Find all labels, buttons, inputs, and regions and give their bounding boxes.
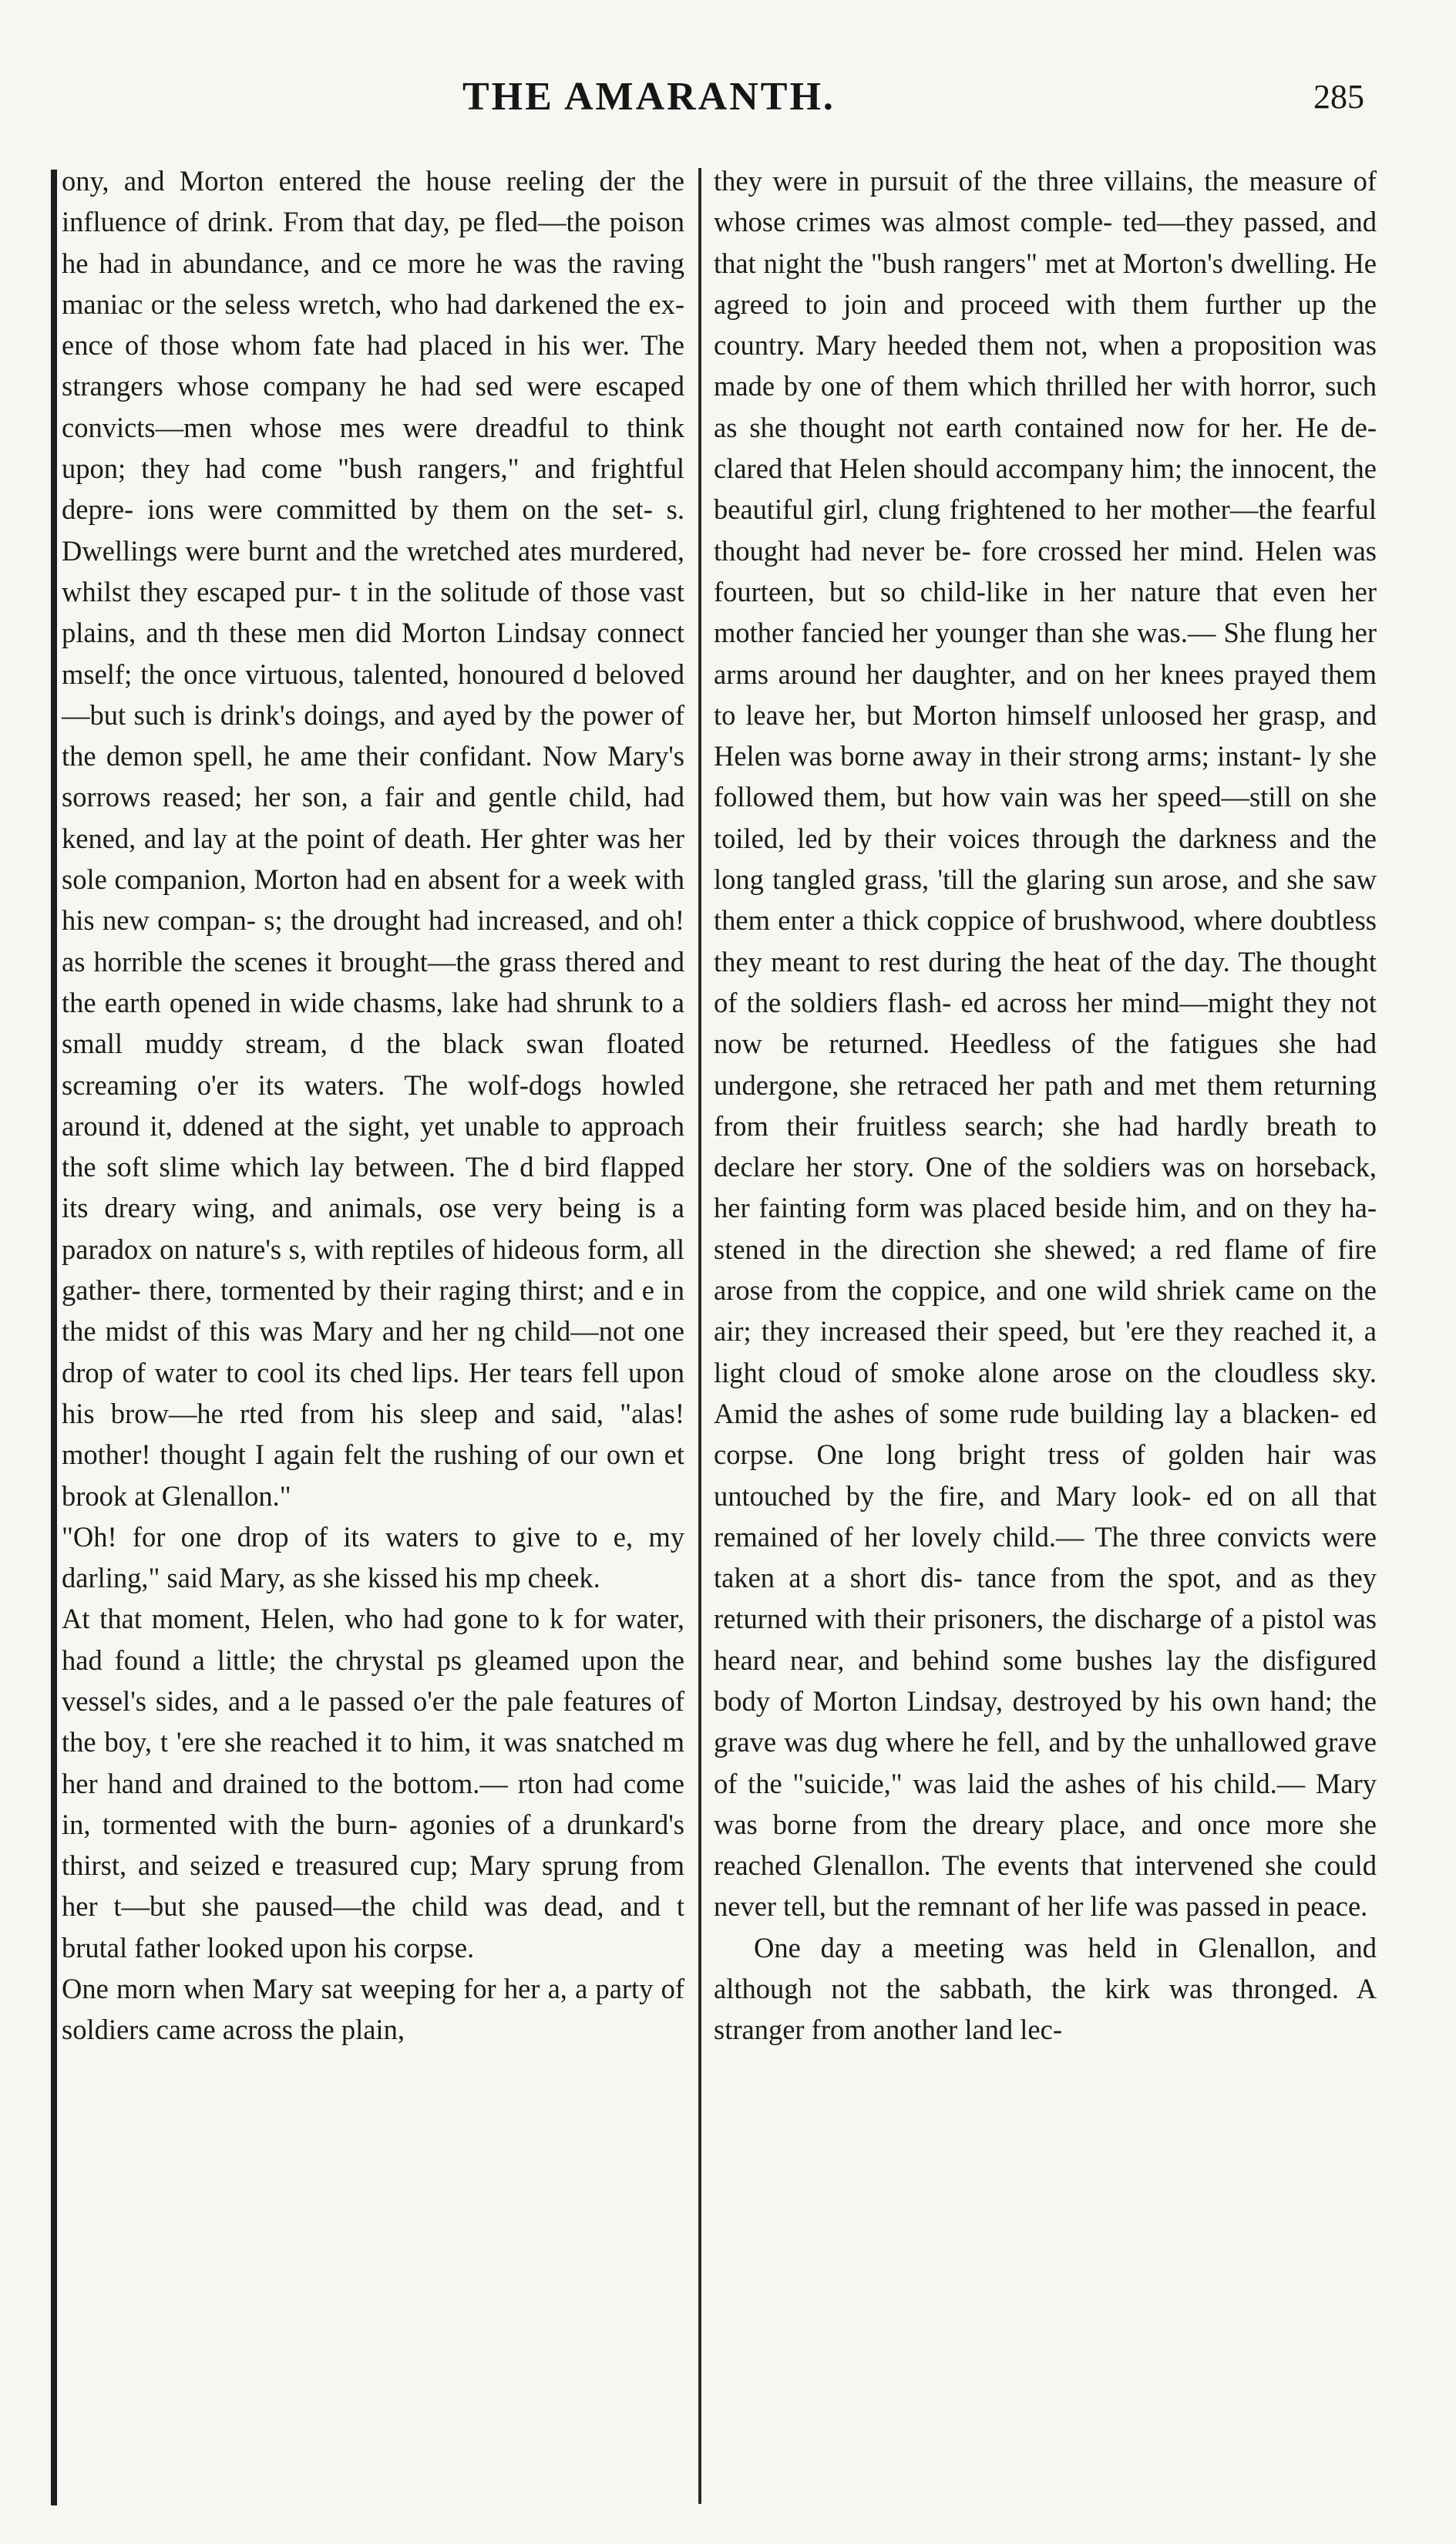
page-number: 285 [1313,78,1364,116]
paragraph: One day a meeting was held in Glenallon, and although not the sabbath, the kirk was thronged. A stranger from another land lec- [714,1931,1377,2046]
paragraph: they were in pursuit of the three villains, the measure of whose crimes was almost comple- ted—they passed, and that night the "bush rangers" met at Morton's dwelling. He agreed to join and proceed with them further up the country. Mary heeded them not, when a proposition was made by one of them which thrilled her with horror, such as she thought not earth contained now for her. He de- clared that Helen should accompany him; the innocent, the beautiful girl, clung frightened to her mother—the fearful thought had never be- fore crossed her mind. Helen was fourteen, but so child-like in her nature that even her mother fancied her younger than she was.— She flung her arms around her daughter, and on her knees prayed them to leave her, but Morton himself unloosed her grasp, and Helen was borne away in their strong arms; instant- ly she followed them, but how vain was her speed—still on she toiled, led by their voices through the darkness and the long tangled grass, 'till the glaring sun arose, and she saw them enter a thick coppice of brushwood, where doubtless they meant to rest during the heat of the day. The thought of the soldiers flash- ed across her mind—might they not now be returned. Heedless of the fatigues she had undergone, she retraced her path and met them returning from their fruitless search; she had hardly breath to declare her story. One of the soldiers was on horseback, her fainting form was placed beside him, and on they ha- stened in the direction she shewed; a red flame of fire arose from the coppice, and one wild shriek came on the air; they increased their speed, but 'ere they reached it, a light cloud of smoke alone arose on the cloudless sky. Amid the ashes of some rude building lay a blacken- ed corpse. One long bright tress of golden hair was untouched by the fire, and Mary look- ed on all that remained of her lovely child.— The three convicts were taken at a short dis- tance from the spot, and as they returned with their prisoners, the discharge of a pistol was heard near, and behind some bushes lay the disfigured body of Morton Lindsay, destroyed by his own hand; the grave was dug where he fell, and by the unhallowed grave of the "suicide," was laid the ashes of his child.— Mary was borne from the dreary place, and once more she reached Glenallon. The events that intervened she could never tell, but the remnant of her life was passed in peace. [714,165,1377,1923]
paragraph: ony, and Morton entered the house reeling der the influence of drink. From that day, pe fled—the poison he had in abundance, and ce more he was the raving maniac or the seless wretch, who had darkened the ex- ence of those whom fate had placed in his wer. The strangers whose company he had sed were escaped convicts—men whose mes were dreadful to think upon; they had come "bush rangers," and frightful depre- ions were committed by them on the set- s. Dwellings were burnt and the wretched ates murdered, whilst they escaped pur- t in the solitude of those vast plains, and th these men did Morton Lindsay connect mself; the once virtuous, talented, honoured d beloved—but such is drink's doings, and ayed by the power of the demon spell, he ame their confidant. Now Mary's sorrows reased; her son, a fair and gentle child, had kened, and lay at the point of death. Her ghter was her sole companion, Morton had en absent for a week with his new compan- s; the drought had increased, and oh! as horrible the scenes it brought—the grass thered and the earth opened in wide chasms, lake had shrunk to a small muddy stream, d the black swan floated screaming o'er its waters. The wolf-dogs howled around it, ddened at the sight, yet unable to approach the soft slime which lay between. The d bird flapped its dreary wing, and animals, ose very being is a paradox on nature's s, with reptiles of hideous form, all gather- there, tormented by their raging thirst; and e in the midst of this was Mary and her ng child—not one drop of water to cool its ched lips. Her tears fell upon his brow—he rted from his sleep and said, "alas! mother! thought I again felt the rushing of our own et brook at Glenallon." [62,165,684,1512]
column-divider [698,168,701,2504]
paragraph: "Oh! for one drop of its waters to give to e, my darling," said Mary, as she kissed his mp cheek. [62,1520,684,1594]
left-column [62,160,684,2051]
right-column [714,160,1377,2051]
running-title: THE AMARANTH. [462,75,836,119]
binding-edge-shadow [51,170,57,2505]
paragraph: One morn when Mary sat weeping for her a, a party of soldiers came across the plain, [62,1973,684,2046]
paragraph: At that moment, Helen, who had gone to k for water, had found a little; the chrystal ps gleamed upon the vessel's sides, and a le passed o'er the pale features of the boy, t 'ere she reached it to him, it was snatched m her hand and drained to the bottom.— rton had come in, tormented with the burn- agonies of a drunkard's thirst, and seized e treasured cup; Mary sprung from her t—but she paused—the child was dead, and t brutal father looked upon his corpse. [62,1603,684,1964]
page-header [54,74,1364,128]
